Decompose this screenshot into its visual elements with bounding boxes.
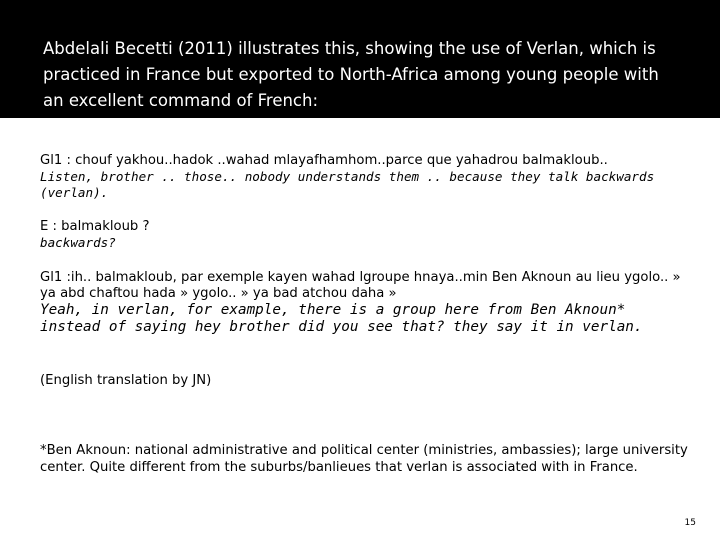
- slide-heading: Abdelali Becetti (2011) illustrates this, showing the use of Verlan, which is practiced in France but exported to North-Africa among young people with an excellent command of French:: [43, 39, 659, 110]
- example-1-original: Gl1 : chouf yakhou..hadok ..wahad mlayafhamhom..parce que yahadrou balmakloub..: [40, 153, 608, 168]
- translation-credit: (English translation by JN): [40, 373, 212, 388]
- example-2: [40, 219, 690, 251]
- example-2-translation: backwards?: [40, 235, 116, 250]
- title-banner: [0, 0, 720, 118]
- example-1: [40, 153, 690, 201]
- example-3-translation: Yeah, in verlan, for example, there is a group here from Ben Aknoun* instead of saying hey brother did you see that? they say it in verlan.: [40, 302, 643, 335]
- example-2-original: E : balmakloub ?: [40, 219, 150, 234]
- example-1-translation: Listen, brother .. those.. nobody understands them .. because they talk backwards (verlan).: [40, 169, 655, 200]
- footnote: *Ben Aknoun: national administrative and political center (ministries, ambassies); large university center. Quite different from the suburbs/banlieues that verlan is associated with in France.: [40, 443, 688, 475]
- example-3-original: Gl1 :ih.. balmakloub, par exemple kayen wahad lgroupe hnaya..min Ben Aknoun au lieu ygolo.. » ya abd chaftou hada » ygolo.. » ya bad atchou daha »: [40, 270, 681, 301]
- example-3: [40, 270, 690, 336]
- page-number: 15: [684, 518, 696, 528]
